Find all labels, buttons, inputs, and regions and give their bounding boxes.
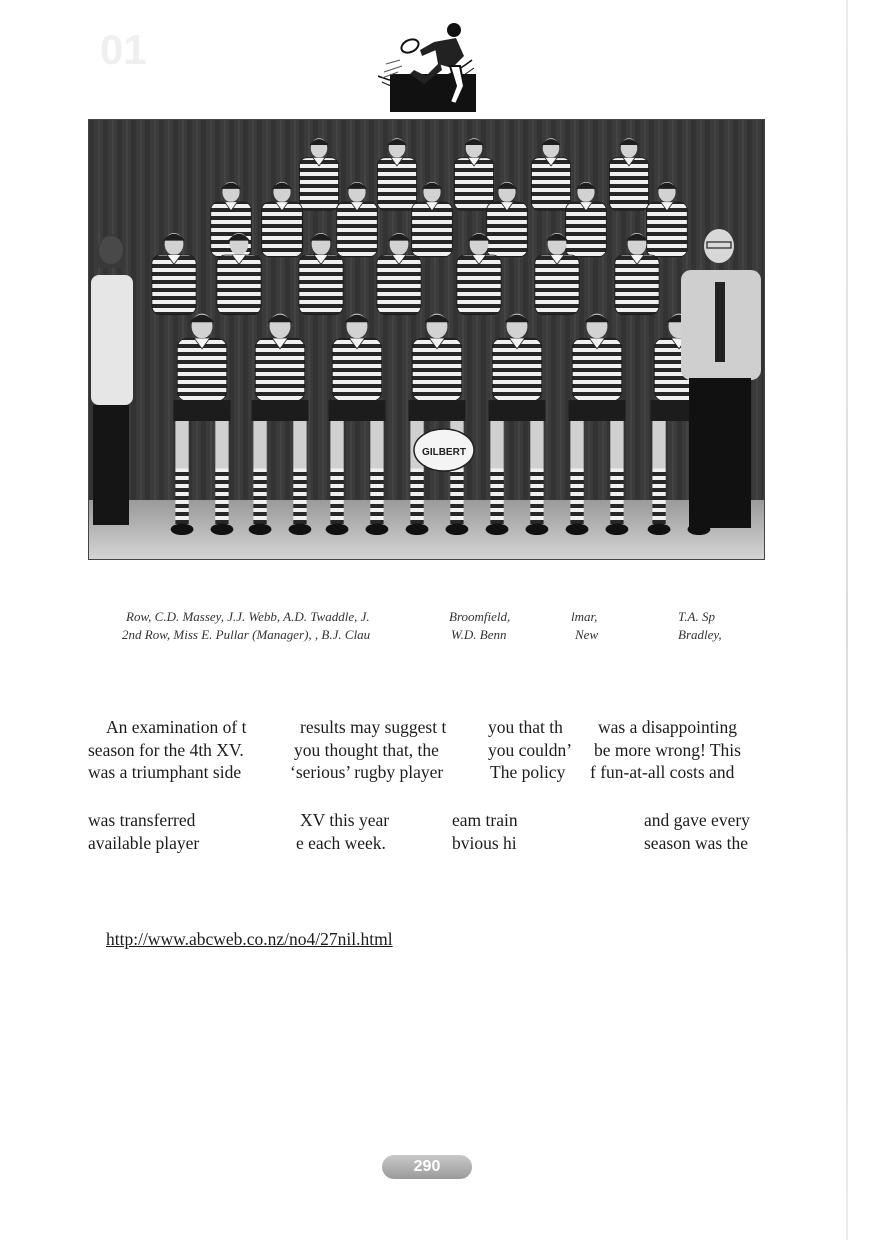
team-photo-image (89, 120, 765, 560)
player-boot (366, 524, 389, 535)
player-boot (406, 524, 429, 535)
text-fragment: bvious hi (452, 832, 517, 853)
text-fragment: An examination of t (106, 717, 247, 737)
faded-section-header (92, 26, 147, 73)
caption-text: T.A. Sp (678, 609, 715, 624)
caption-text: Broomfield, (449, 609, 511, 624)
player-leg (293, 421, 306, 469)
player-sock (652, 469, 665, 526)
player-leg (570, 421, 583, 469)
player-boot (446, 524, 469, 535)
text-fragment: season for the 4th XV. (88, 739, 244, 760)
player-sock (450, 469, 463, 526)
text-fragment: you thought that, the (294, 739, 439, 760)
ball-brand-text: GILBERT (422, 447, 466, 458)
text-fragment: and gave every (644, 810, 750, 830)
text-fragment: you couldn’ (488, 739, 573, 760)
player-leg (370, 421, 383, 469)
player-sock (175, 469, 188, 526)
player-boot (171, 524, 194, 535)
player-boot (326, 524, 349, 535)
text-fragment: you that th (488, 717, 563, 737)
page-number-badge (382, 1155, 472, 1179)
coach-tie (715, 282, 725, 362)
caption-line-1 (108, 608, 758, 626)
paragraph-line (88, 809, 764, 832)
article-paragraph-2 (88, 809, 764, 854)
player-sock (490, 469, 503, 526)
player-leg (652, 421, 665, 469)
photo-caption (108, 608, 758, 644)
player-shorts (174, 400, 231, 421)
text-fragment: season was the (644, 832, 749, 853)
article-url-link[interactable]: http://www.abcweb.co.nz/no4/27nil.html (106, 929, 393, 949)
caption-text: lmar, (571, 609, 598, 624)
player-leg (490, 421, 503, 469)
text-fragment: ‘serious’ rugby player (290, 762, 444, 782)
text-fragment: The policy (490, 762, 566, 782)
player-leg (530, 421, 543, 469)
player-sock (410, 469, 423, 526)
team-photo (88, 119, 765, 560)
faded-header-number: 01 (100, 26, 147, 73)
caption-text: W.D. Benn (451, 627, 507, 642)
paragraph-line (88, 739, 764, 762)
caption-text: 2nd Row, Miss E. Pullar (Manager), , B.J. Clau (122, 627, 371, 642)
text-fragment: was a disappointing (598, 717, 738, 737)
caption-text: Bradley, (678, 627, 722, 642)
manager-blouse (91, 275, 133, 405)
text-fragment: be more wrong! This (594, 739, 741, 760)
player-boot (249, 524, 272, 535)
player-boot (648, 524, 671, 535)
player-boot (289, 524, 312, 535)
paragraph-line (88, 832, 764, 855)
team-manager (91, 234, 133, 525)
rugby-player-logo-icon (376, 16, 476, 112)
text-fragment: XV this year (300, 810, 390, 830)
player-boot (606, 524, 629, 535)
caption-text: Row, C.D. Massey, J.J. Webb, A.D. Twaddle, J. (126, 609, 370, 624)
text-fragment: available player (88, 832, 200, 853)
team-coach (681, 229, 761, 528)
player-sock (530, 469, 543, 526)
paragraph-line (88, 716, 764, 739)
paragraph-line (88, 761, 764, 784)
coach-face (704, 229, 734, 263)
player-boot (486, 524, 509, 535)
caption-line-2 (108, 626, 758, 644)
text-fragment: was a triumphant side (88, 762, 242, 782)
player-shorts (252, 400, 309, 421)
player-sock (330, 469, 343, 526)
player-sock (610, 469, 623, 526)
player-leg (610, 421, 623, 469)
text-fragment: eam train (452, 810, 518, 830)
player-shorts (569, 400, 626, 421)
text-fragment: results may suggest t (300, 717, 447, 737)
player-boot (526, 524, 549, 535)
caption-text: New (575, 627, 599, 642)
player-shorts (409, 400, 466, 421)
player-sock (293, 469, 306, 526)
player-shorts (489, 400, 546, 421)
player-sock (215, 469, 228, 526)
text-fragment: was transferred (88, 810, 196, 830)
player-sock (370, 469, 383, 526)
player-leg (175, 421, 188, 469)
page-edge-shadow (846, 0, 848, 1240)
article-paragraph-1 (88, 716, 764, 784)
player-shorts (329, 400, 386, 421)
player-sock (570, 469, 583, 526)
player-boot (211, 524, 234, 535)
page-number: 290 (413, 1158, 441, 1175)
player-leg (253, 421, 266, 469)
player-boot (566, 524, 589, 535)
player-leg (330, 421, 343, 469)
player-sock (253, 469, 266, 526)
text-fragment: e each week. (296, 832, 386, 853)
coach-trousers (689, 378, 751, 528)
player-leg (215, 421, 228, 469)
manager-trousers (93, 405, 129, 525)
text-fragment: f fun-at-all costs and (590, 762, 735, 782)
